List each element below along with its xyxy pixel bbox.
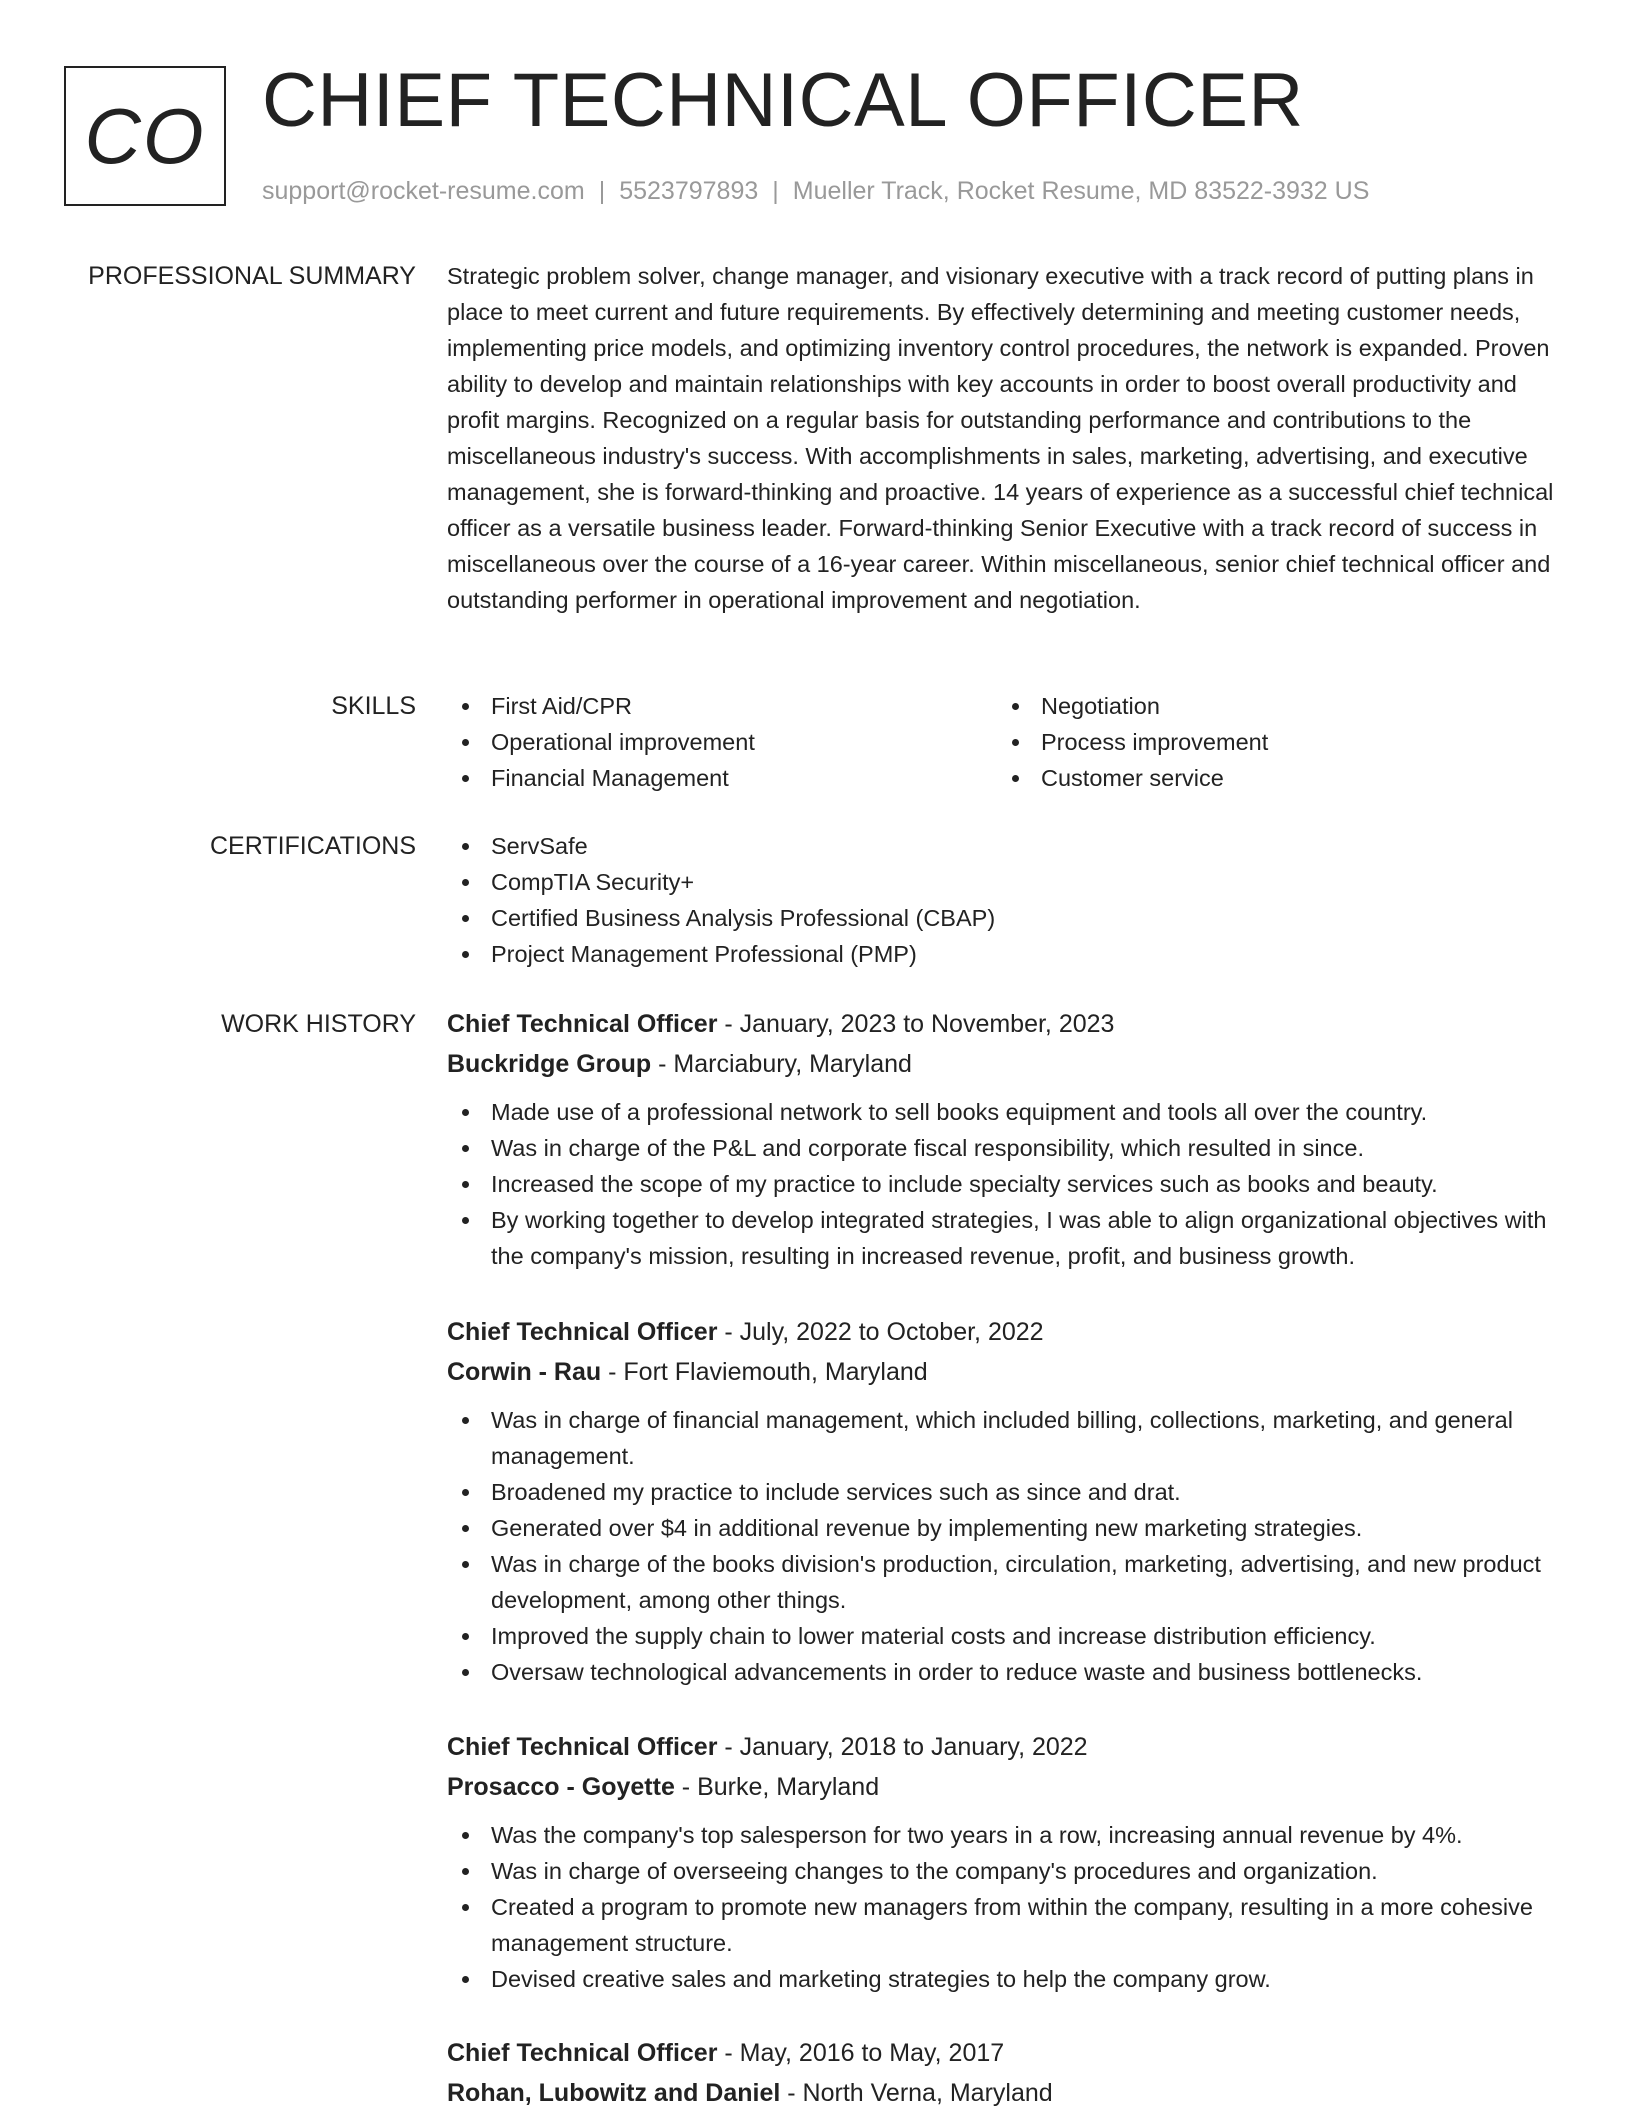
job-bullets [447,1094,1562,1274]
job-location: - Burke, Maryland [674,1773,880,1801]
certifications-list [447,828,1562,972]
skills-column-left [447,688,997,796]
skill-item: Operational improvement [447,724,997,760]
job-bullet: Was the company's top salesperson for two years in a row, increasing annual revenue by 4%. [447,1817,1562,1853]
job-location: - Fort Flaviemouth, Maryland [601,1358,928,1386]
job-entry [447,1312,1562,1690]
certifications-body [447,828,1562,972]
job-title-line [447,2033,1562,2073]
job-title: Chief Technical Officer [447,2039,718,2067]
job-dates: - January, 2018 to January, 2022 [717,1733,1088,1761]
skill-item: Financial Management [447,760,997,796]
skill-item: Negotiation [997,688,1547,724]
job-bullet: Was in charge of financial management, which included billing, collections, marketing, and general management. [447,1402,1562,1474]
page-title: CHIEF TECHNICAL OFFICER [262,58,1304,143]
monogram-initials: CO [84,91,206,180]
job-title-line [447,1004,1562,1044]
job-entry [447,1727,1562,1997]
work-history-heading: WORK HISTORY [221,1010,416,1038]
job-company-line [447,2073,1562,2113]
skills-heading: SKILLS [331,692,416,720]
job-company: Buckridge Group [447,1050,652,1078]
job-bullet: Was in charge of the P&L and corporate fiscal responsibility, which resulted in since. [447,1130,1562,1166]
skills-column-right [997,688,1547,796]
job-bullet: Increased the scope of my practice to include specialty services such as books and beauty. [447,1166,1562,1202]
job-bullets [447,1817,1562,1997]
job-bullet: Made use of a professional network to sell books equipment and tools all over the country. [447,1094,1562,1130]
job-bullet: Was in charge of overseeing changes to the company's procedures and organization. [447,1853,1562,1889]
job-bullet: Improved the supply chain to lower material costs and increase distribution efficiency. [447,1618,1562,1654]
skill-item: First Aid/CPR [447,688,997,724]
certification-item: ServSafe [447,828,1562,864]
job-company-line [447,1044,1562,1084]
job-bullet: By working together to develop integrated strategies, I was able to align organizational objectives with the company's mission, resulting in increased revenue, profit, and business growth. [447,1202,1562,1274]
job-company-line [447,1767,1562,1807]
summary-body [447,258,1562,618]
job-company-line [447,1352,1562,1392]
contact-email[interactable]: support@rocket-resume.com [262,177,585,205]
job-bullet: Devised creative sales and marketing strategies to help the company grow. [447,1961,1562,1997]
job-dates: - May, 2016 to May, 2017 [717,2039,1005,2067]
job-company: Rohan, Lubowitz and Daniel [447,2079,781,2107]
job-bullet: Created a program to promote new managers from within the company, resulting in a more cohesive management structure. [447,1889,1562,1961]
certification-item: Certified Business Analysis Professional (CBAP) [447,900,1562,936]
skill-item: Process improvement [997,724,1547,760]
job-title: Chief Technical Officer [447,1010,718,1038]
job-bullet: Oversaw technological advancements in order to reduce waste and business bottlenecks. [447,1654,1562,1690]
certification-item: Project Management Professional (PMP) [447,936,1562,972]
certifications-heading: CERTIFICATIONS [209,832,416,860]
job-entry [447,1004,1562,1274]
skill-item: Customer service [997,760,1547,796]
job-title: Chief Technical Officer [447,1733,718,1761]
summary-text: Strategic problem solver, change manager, and visionary executive with a track record of putting plans in place to meet current and future requirements. By effectively determining and meeting customer needs, implementing price models, and optimizing inventory control procedures, the network is expanded. Proven ability to develop and maintain relationships with key accounts in order to boost overall productivity and profit margins. Recognized on a regular basis for outstanding performance and contributions to the miscellaneous industry's success. With accomplishments in sales, marketing, advertising, and executive management, she is forward-thinking and proactive. 14 years of experience as a successful chief technical officer as a versatile business leader. Forward-thinking Senior Executive with a track record of success in miscellaneous over the course of a 16-year career. Within miscellaneous, senior chief technical officer and outstanding performer in operational improvement and negotiation. [447,263,1554,613]
job-company: Prosacco - Goyette [447,1773,675,1801]
job-dates: - January, 2023 to November, 2023 [717,1010,1115,1038]
job-bullet: Generated over $4 in additional revenue by implementing new marketing strategies. [447,1510,1562,1546]
skills-grid [447,688,1562,796]
job-entry [447,2033,1562,2123]
contact-address: Mueller Track, Rocket Resume, MD 83522-3932 US [792,177,1370,205]
contact-separator: | [772,177,779,205]
job-title: Chief Technical Officer [447,1318,718,1346]
job-location: - North Verna, Maryland [780,2079,1053,2107]
job-bullets [447,1402,1562,1690]
contact-separator: | [598,177,606,205]
job-title-line [447,1727,1562,1767]
contact-phone[interactable]: 5523797893 [619,177,759,205]
job-company: Corwin - Rau [447,1358,602,1386]
summary-heading: PROFESSIONAL SUMMARY [88,262,416,290]
job-location: - Marciabury, Maryland [651,1050,912,1078]
monogram-box [64,66,226,206]
certification-item: CompTIA Security+ [447,864,1562,900]
contact-line [262,174,1369,208]
job-bullet: Broadened my practice to include services such as since and drat. [447,1474,1562,1510]
job-dates: - July, 2022 to October, 2022 [717,1318,1044,1346]
job-title-line [447,1312,1562,1352]
job-bullet: Was in charge of the books division's production, circulation, marketing, advertising, and new product development, among other things. [447,1546,1562,1618]
